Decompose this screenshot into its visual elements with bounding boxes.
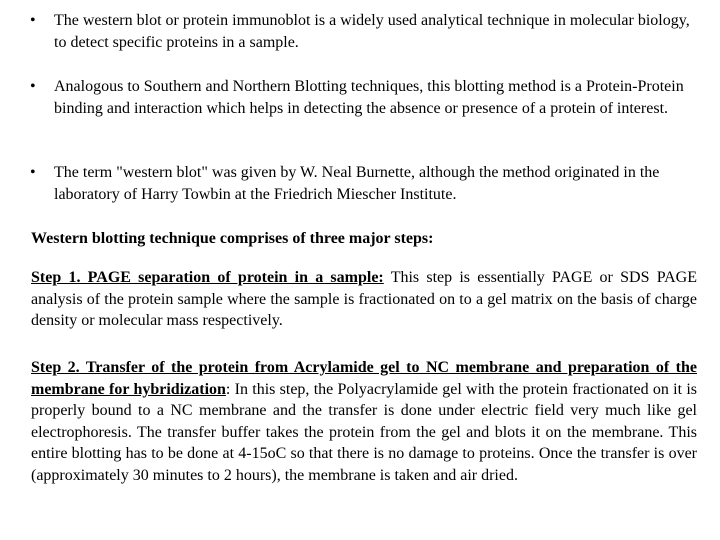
step-2-body: : In this step, the Polyacrylamide gel with the protein fractionated on it is properly bound to a NC membrane and the transfer is done under electric field very much like gel electrophoresis. The transfer buffer takes the protein from the gel and blots it on the membrane. This entire blotting has to be done at 4-15oC so that there is no damage to proteins. Once the transfer is over (approximately 30 minutes to 2 hours), the membrane is taken and air dried. bbox=[31, 380, 697, 484]
step-1-title: Step 1. PAGE separation of protein in a sample: bbox=[31, 269, 384, 286]
step-1-body: This step is essentially PAGE or SDS PAGE analysis of the protein sample where the sample is fractionated on to a gel matrix on the basis of charge density or molecular mass respectively. bbox=[31, 269, 697, 329]
bullet-marker: • bbox=[30, 78, 36, 95]
bullet-text: Analogous to Southern and Northern Blotting techniques, this blotting method is a Protein-Protein binding and interaction which helps in detecting the absence or presence of a protein of interest. bbox=[54, 78, 684, 117]
step-2-title: Step 2. Transfer of the protein from Acrylamide gel to NC membrane and preparation of the membrane for hybridization bbox=[31, 359, 697, 398]
bullet-text: The term "western blot" was given by W. Neal Burnette, although the method originated in the laboratory of Harry Towbin at the Friedrich Miescher Institute. bbox=[54, 164, 660, 203]
step-2-paragraph bbox=[31, 357, 697, 486]
step-1-paragraph bbox=[31, 267, 697, 332]
bullet-marker: • bbox=[30, 164, 36, 181]
bullet-item bbox=[30, 162, 700, 205]
bullet-item bbox=[30, 76, 700, 119]
steps-heading: Western blotting technique comprises of three major steps: bbox=[31, 230, 434, 247]
bullet-marker: • bbox=[30, 12, 36, 29]
bullet-text: The western blot or protein immunoblot is a widely used analytical technique in molecular biology, to detect specific proteins in a sample. bbox=[54, 12, 690, 51]
bullet-item bbox=[30, 10, 700, 53]
